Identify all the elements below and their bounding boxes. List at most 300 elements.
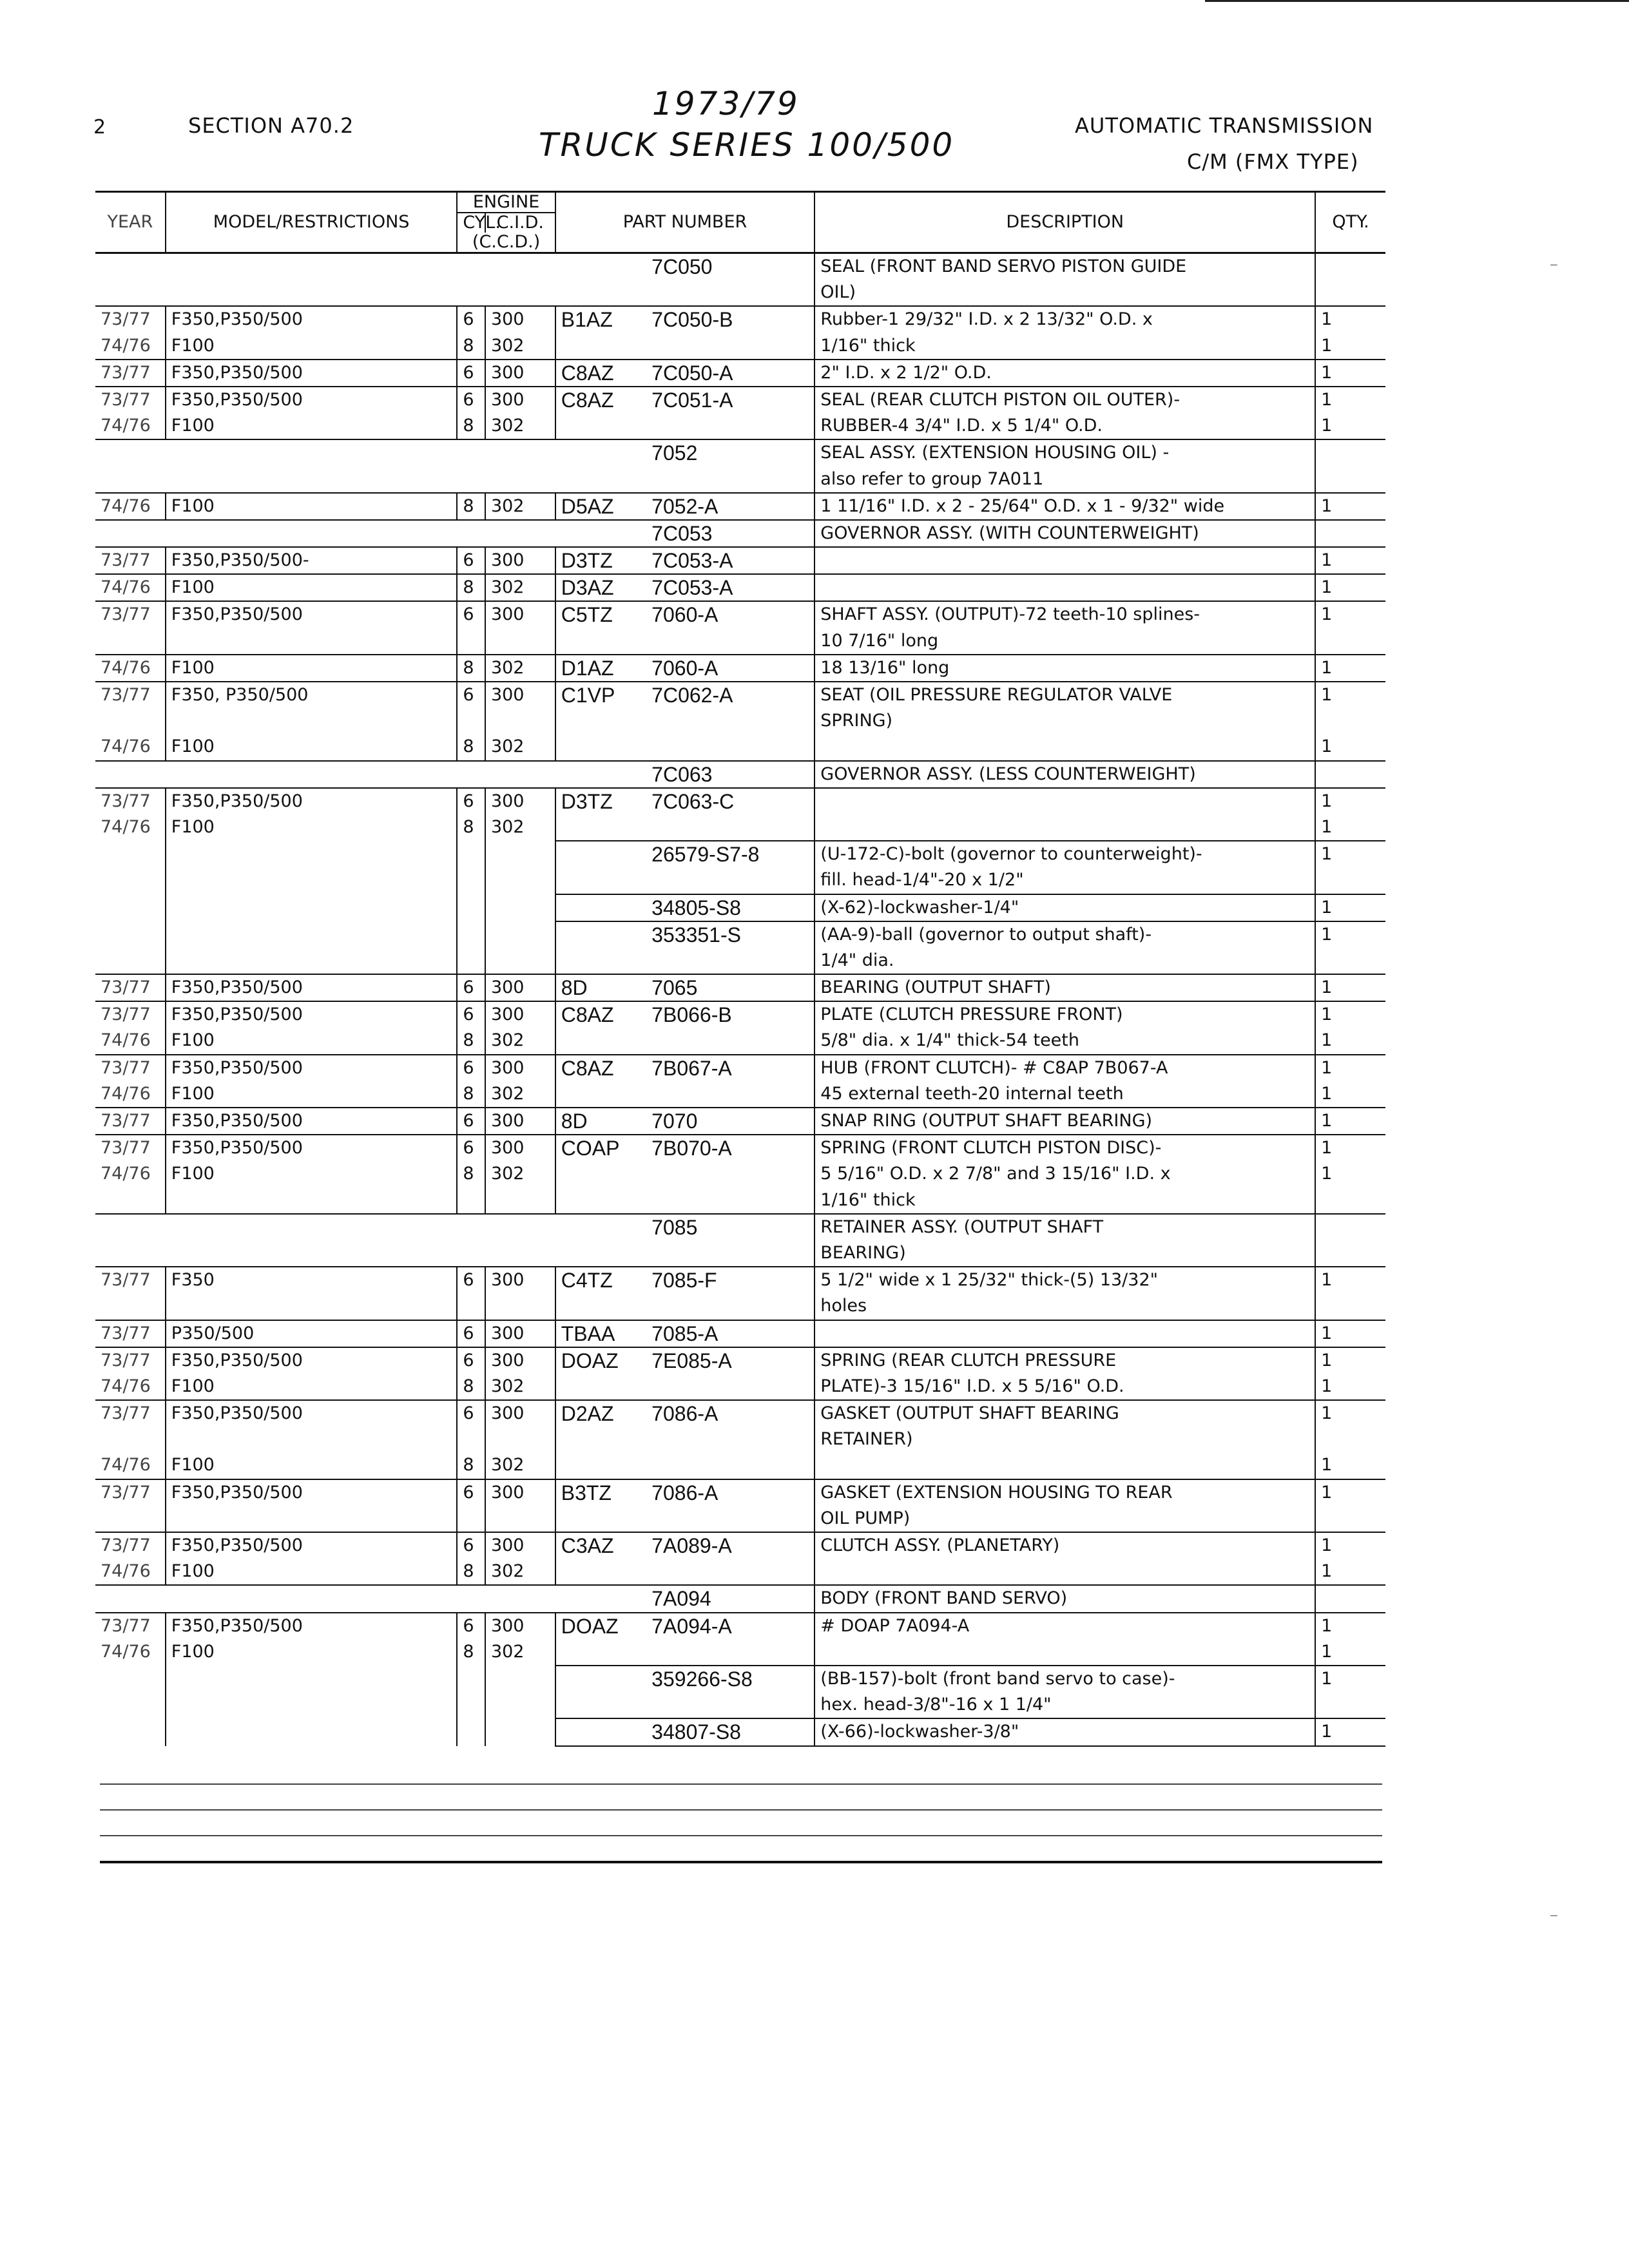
cell-pfx: C8AZ [561, 1003, 614, 1027]
cell-desc: OIL PUMP) [815, 1506, 1315, 1532]
cell-qty: 1 [1315, 1320, 1385, 1347]
cell-qty: 1 [1315, 1028, 1385, 1054]
cell-qty: 1 [1315, 1081, 1385, 1108]
cell-pfx: DOAZ [561, 1349, 619, 1372]
cell-desc [815, 1452, 1315, 1479]
cell-qty: 1 [1321, 1350, 1333, 1370]
cell-model: F100 [166, 333, 458, 360]
cell-qty: 1 [1315, 1374, 1385, 1400]
cell-model [166, 1240, 458, 1267]
cell-num [646, 1081, 815, 1108]
cell-cid: 302 [485, 734, 555, 760]
cell-qty: 1 [1321, 791, 1333, 811]
cell-model [166, 841, 458, 867]
cell-desc: SNAP RING (OUTPUT SHAFT BEARING) [815, 1108, 1315, 1135]
table-row [95, 628, 1385, 655]
cell-num: 7085-A [646, 1320, 815, 1347]
cell-model: F100 [166, 1374, 458, 1400]
cell-year [95, 1240, 166, 1267]
cell-desc: (X-62)-lockwasher-1/4" [815, 894, 1315, 921]
cell-cid: 302 [485, 1161, 555, 1187]
table-row [95, 1161, 1385, 1187]
cell-model: F100 [166, 1452, 458, 1479]
cell-desc: BEARING) [815, 1240, 1315, 1267]
table-row [95, 1639, 1385, 1666]
cell-pfx [555, 1452, 646, 1479]
cell-desc: 1/4" dia. [815, 948, 1315, 974]
cell-year: 73/77 [95, 547, 166, 574]
cell-year [95, 708, 166, 734]
cell-year [95, 1214, 166, 1240]
cell-qty: 1 [1315, 974, 1385, 1001]
cell-cyl [457, 894, 485, 921]
cell-cyl [457, 466, 485, 493]
cell-num [646, 814, 815, 841]
cell-pfx: D1AZ [555, 655, 646, 682]
cell-num: 7C062-A [646, 682, 815, 708]
cell-num [646, 413, 815, 439]
cell-model: F350,P350/500 [166, 974, 458, 1001]
cell-cid: 300 [485, 1055, 555, 1081]
cell-pfx [555, 734, 646, 760]
cell-num: 7A094 [646, 1585, 815, 1612]
cell-cyl: 8 [457, 574, 485, 601]
table-row [95, 1240, 1385, 1267]
cell-num: 7085-F [646, 1267, 815, 1293]
cell-model [166, 761, 458, 788]
cell-pfx: TBAA [555, 1320, 646, 1347]
cell-pfx [555, 921, 646, 948]
table-row [95, 520, 1385, 547]
header-part-spacer [555, 192, 815, 213]
cell-num: 7086-A [646, 1400, 815, 1427]
cell-cid [485, 1293, 555, 1320]
cell-model: F350,P350/500 [166, 360, 458, 387]
cell-qty [1315, 439, 1385, 466]
top-edge-rule [1205, 0, 1629, 2]
cell-qty [1315, 948, 1385, 974]
cell-model: F350,P350/500 [166, 1347, 458, 1374]
cell-pfx [555, 841, 646, 867]
cell-cid: 302 [485, 493, 555, 520]
table-row [95, 574, 1385, 601]
cell-cid: 300 [485, 1400, 555, 1427]
table-row [95, 1559, 1385, 1585]
cell-year: 73/77 [95, 1001, 166, 1028]
cell-cid [485, 1214, 555, 1240]
cell-model [166, 439, 458, 466]
cell-desc: 5 5/16" O.D. x 2 7/8" and 3 15/16" I.D. x [815, 1161, 1315, 1187]
cell-year: 73/77 [95, 1479, 166, 1506]
cell-pfx: D3TZ [561, 789, 613, 813]
cell-cid [485, 948, 555, 974]
cell-cyl: 6 [457, 360, 485, 387]
cell-desc: (X-66)-lockwasher-3/8" [815, 1718, 1315, 1745]
header-model: MODEL/RESTRICTIONS [166, 213, 458, 233]
table-row [95, 1293, 1385, 1320]
table-row [95, 948, 1385, 974]
cell-pfx: C8AZ [561, 1056, 614, 1080]
cell-qty: 1 [1315, 1639, 1385, 1666]
cell-cyl: 6 [457, 306, 485, 332]
cell-desc: OIL) [815, 280, 1315, 306]
table-row [95, 1028, 1385, 1054]
cell-qty: 1 [1321, 1004, 1333, 1025]
table-row [95, 1214, 1385, 1240]
cell-model: F350,P350/500 [166, 1108, 458, 1135]
cell-model: F100 [166, 1161, 458, 1187]
cell-cid: 300 [485, 1347, 555, 1374]
ruled-line [100, 1783, 1382, 1785]
cell-qty: 1 [1321, 1535, 1333, 1555]
cell-cid [485, 1666, 555, 1692]
table-row [95, 841, 1385, 867]
cell-model [166, 253, 458, 280]
table-row [95, 1613, 1385, 1639]
cell-qty: 1 [1315, 814, 1385, 841]
cell-model [166, 1214, 458, 1240]
cell-num [646, 1028, 815, 1054]
cell-num: 359266-S8 [646, 1666, 815, 1692]
cell-cid: 300 [485, 1320, 555, 1347]
cell-desc: 1/16" thick [815, 333, 1315, 360]
cell-year: 73/77 [95, 1055, 166, 1081]
cell-qty [1315, 708, 1385, 734]
cell-model: F100 [166, 814, 458, 841]
cell-cid: 302 [485, 1452, 555, 1479]
cell-cid [485, 1187, 555, 1214]
cell-qty: 1 [1321, 924, 1333, 945]
table-row [95, 1108, 1385, 1135]
cell-pfx [555, 1293, 646, 1320]
cell-desc: GOVERNOR ASSY. (LESS COUNTERWEIGHT) [815, 761, 1315, 788]
cell-pfx: D3TZ [555, 547, 646, 574]
table-row [95, 788, 1385, 814]
cell-desc: RETAINER) [815, 1427, 1315, 1452]
table-row [95, 1267, 1385, 1293]
cell-cyl: 6 [457, 1135, 485, 1161]
cell-desc: # DOAP 7A094-A [815, 1613, 1315, 1639]
cell-cid [485, 253, 555, 280]
cell-year: 73/77 [95, 1400, 166, 1427]
cell-model [166, 1585, 458, 1612]
cell-model: F350,P350/500 [166, 1479, 458, 1506]
cell-model [166, 1427, 458, 1452]
cell-pfx [555, 1506, 646, 1532]
cell-cid: 302 [485, 655, 555, 682]
cell-cyl [457, 761, 485, 788]
cell-cid [485, 1506, 555, 1532]
cell-year: 74/76 [95, 655, 166, 682]
cell-num [646, 1161, 815, 1187]
ruled-line [100, 1809, 1382, 1811]
cell-model: F100 [166, 1639, 458, 1666]
cell-pfx [555, 1427, 646, 1452]
cell-pfx [555, 761, 646, 788]
header-model-spacer [166, 192, 458, 213]
cell-num [646, 1506, 815, 1532]
cell-cid: 302 [485, 814, 555, 841]
cell-model [166, 466, 458, 493]
table-row [95, 1452, 1385, 1479]
table-row [95, 894, 1385, 921]
header-desc-spacer [815, 192, 1315, 213]
cell-num: 7C053-A [646, 574, 815, 601]
cell-desc: 2" I.D. x 2 1/2" O.D. [815, 360, 1315, 387]
cell-qty: 1 [1321, 1138, 1333, 1158]
cell-cid [485, 1585, 555, 1612]
cell-desc: PLATE)-3 15/16" I.D. x 5 5/16" O.D. [815, 1374, 1315, 1400]
cell-pfx [555, 814, 646, 841]
cell-num [646, 1293, 815, 1320]
cell-num: 7C050-A [646, 360, 815, 387]
cell-pfx [555, 1161, 646, 1187]
table-row [95, 1187, 1385, 1214]
cell-cyl [457, 1427, 485, 1452]
cell-desc: CLUTCH ASSY. (PLANETARY) [815, 1532, 1315, 1559]
cell-pfx: B1AZ [561, 308, 613, 332]
cell-qty: 1 [1321, 685, 1333, 705]
cell-cid: 300 [485, 601, 555, 628]
cell-pfx [555, 628, 646, 655]
cell-num [646, 1559, 815, 1585]
cell-model: F350,P350/500- [166, 547, 458, 574]
cell-model [166, 1506, 458, 1532]
cell-cyl [457, 1666, 485, 1692]
cell-desc: HUB (FRONT CLUTCH)- # C8AP 7B067-A [815, 1055, 1315, 1081]
cell-cyl: 8 [457, 814, 485, 841]
cell-cid [485, 1427, 555, 1452]
cell-cyl: 6 [457, 601, 485, 628]
cell-desc: BODY (FRONT BAND SERVO) [815, 1585, 1315, 1612]
cell-year: 73/77 [95, 974, 166, 1001]
cell-qty [1315, 466, 1385, 493]
cell-year [95, 1427, 166, 1452]
cell-model: F350,P350/500 [166, 1135, 458, 1161]
table-row [95, 280, 1385, 306]
cell-num: 7B066-B [646, 1001, 815, 1028]
cell-num: 7C050 [646, 253, 815, 280]
cell-pfx: B3TZ [561, 1481, 612, 1504]
cell-num [646, 1692, 815, 1718]
cell-num: 34807-S8 [646, 1718, 815, 1745]
cell-cyl [457, 280, 485, 306]
table-row [95, 1666, 1385, 1692]
cell-desc [815, 1559, 1315, 1585]
cell-year: 73/77 [95, 1108, 166, 1135]
cell-qty: 1 [1321, 1668, 1333, 1689]
blank-ruled-lines [100, 1783, 1382, 1888]
cell-cyl [457, 1506, 485, 1532]
table-row [95, 601, 1385, 628]
cell-desc: (AA-9)-ball (governor to output shaft)- [815, 921, 1315, 948]
cell-cid: 300 [485, 682, 555, 708]
cell-desc [815, 1320, 1315, 1347]
header-year-spacer [95, 192, 166, 213]
cell-pfx: 8D [555, 1108, 646, 1135]
cell-num: 7B067-A [646, 1055, 815, 1081]
cell-pfx [555, 894, 646, 921]
cell-num: 7070 [646, 1108, 815, 1135]
cell-qty: 1 [1315, 574, 1385, 601]
cell-desc: 45 external teeth-20 internal teeth [815, 1081, 1315, 1108]
cell-desc: GASKET (EXTENSION HOUSING TO REAR [815, 1479, 1315, 1506]
cell-qty [1315, 1585, 1385, 1612]
table-row [95, 1135, 1385, 1161]
cell-cyl [457, 1214, 485, 1240]
cell-desc: SHAFT ASSY. (OUTPUT)-72 teeth-10 splines- [815, 601, 1315, 628]
cell-qty: 1 [1321, 1482, 1333, 1503]
cell-cid [485, 921, 555, 948]
cell-model: F350,P350/500 [166, 1400, 458, 1427]
cell-cid: 302 [485, 1559, 555, 1585]
cell-desc: GOVERNOR ASSY. (WITH COUNTERWEIGHT) [815, 520, 1315, 547]
table-row [95, 1532, 1385, 1559]
cell-num [646, 1452, 815, 1479]
cell-model [166, 520, 458, 547]
cell-qty [1315, 761, 1385, 788]
table-row [95, 734, 1385, 760]
cell-cyl: 6 [457, 682, 485, 708]
cell-num [646, 708, 815, 734]
cell-cid: 300 [485, 306, 555, 332]
cell-model [166, 948, 458, 974]
cell-pfx [555, 1718, 646, 1745]
cell-num: 7A094-A [646, 1613, 815, 1639]
cell-qty: 1 [1315, 734, 1385, 760]
cell-num: 7C063-C [646, 788, 815, 814]
cell-desc: SPRING (REAR CLUTCH PRESSURE [815, 1347, 1315, 1374]
cell-year: 74/76 [95, 1081, 166, 1108]
cell-num [646, 1240, 815, 1267]
cell-year: 73/77 [95, 360, 166, 387]
cell-num: 7065 [646, 974, 815, 1001]
cell-num [646, 1427, 815, 1452]
cell-cyl: 8 [457, 1374, 485, 1400]
cell-desc: RETAINER ASSY. (OUTPUT SHAFT [815, 1214, 1315, 1240]
cell-cyl: 6 [457, 1267, 485, 1293]
cell-pfx [555, 708, 646, 734]
cell-year: 74/76 [95, 1161, 166, 1187]
cell-cid [485, 439, 555, 466]
cell-cyl [457, 1293, 485, 1320]
cell-pfx [555, 1559, 646, 1585]
header-ccd: (C.C.D.) [457, 233, 555, 253]
table-row [95, 466, 1385, 493]
cell-model: F100 [166, 574, 458, 601]
cell-desc: PLATE (CLUTCH PRESSURE FRONT) [815, 1001, 1315, 1028]
cell-cyl [457, 708, 485, 734]
cell-year: 74/76 [95, 1028, 166, 1054]
cell-cyl: 6 [457, 1001, 485, 1028]
cell-model [166, 867, 458, 894]
cell-model: F350,P350/500 [166, 1532, 458, 1559]
cell-pfx [555, 1028, 646, 1054]
cell-year: 73/77 [95, 1320, 166, 1347]
cell-qty: 1 [1321, 1164, 1333, 1184]
cell-qty: 1 [1315, 547, 1385, 574]
cell-cyl: 6 [457, 1320, 485, 1347]
cell-year [95, 894, 166, 921]
cell-desc: 1/16" thick [815, 1187, 1315, 1214]
table-row [95, 655, 1385, 682]
cell-desc: (BB-157)-bolt (front band servo to case)- [815, 1666, 1315, 1692]
cell-pfx [555, 466, 646, 493]
header-cid: C.I.D. [485, 213, 555, 233]
cell-year: 73/77 [95, 1613, 166, 1639]
cell-cyl [457, 628, 485, 655]
cell-year [95, 1506, 166, 1532]
cell-cid: 300 [485, 788, 555, 814]
cell-pfx: C4TZ [561, 1269, 613, 1293]
cell-model: F350, P350/500 [166, 682, 458, 708]
cell-model [166, 628, 458, 655]
cell-desc: fill. head-1/4"-20 x 1/2" [815, 867, 1315, 894]
cell-qty: 1 [1315, 1559, 1385, 1585]
table-row [95, 360, 1385, 387]
cell-cid: 300 [485, 1532, 555, 1559]
transmission-type: C/M (FMX TYPE) [1187, 149, 1359, 174]
cell-qty [1315, 1506, 1385, 1532]
cell-pfx: D5AZ [555, 493, 646, 520]
cell-model [166, 921, 458, 948]
cell-year [95, 1666, 166, 1692]
cell-model: F350,P350/500 [166, 387, 458, 413]
header-part-foot [555, 233, 815, 253]
cell-qty [1315, 520, 1385, 547]
cell-qty: 1 [1321, 309, 1333, 330]
cell-qty [1315, 280, 1385, 306]
cell-pfx [555, 1666, 646, 1692]
cell-cyl: 6 [457, 788, 485, 814]
cell-year [95, 867, 166, 894]
cell-qty [1315, 1293, 1385, 1320]
cell-cid: 302 [485, 574, 555, 601]
cell-cyl: 6 [457, 1479, 485, 1506]
cell-cyl: 6 [457, 1055, 485, 1081]
cell-desc [815, 788, 1315, 814]
cell-cid [485, 867, 555, 894]
cell-model [166, 1666, 458, 1692]
table-row [95, 253, 1385, 280]
cell-pfx [555, 520, 646, 547]
cell-year [95, 628, 166, 655]
cell-cyl: 8 [457, 1081, 485, 1108]
cell-cyl [457, 253, 485, 280]
cell-qty [1315, 1427, 1385, 1452]
cell-cid [485, 708, 555, 734]
cell-num: 7052-A [646, 493, 815, 520]
cell-cyl [457, 948, 485, 974]
cell-model: F100 [166, 413, 458, 439]
cell-num: 26579-S7-8 [646, 841, 815, 867]
table-row [95, 1400, 1385, 1427]
cell-model [166, 708, 458, 734]
cell-num: 7B070-A [646, 1135, 815, 1161]
cell-model: F350,P350/500 [166, 1613, 458, 1639]
cell-desc: 5 1/2" wide x 1 25/32" thick-(5) 13/32" [815, 1267, 1315, 1293]
cell-cid: 302 [485, 333, 555, 360]
cell-qty [1315, 1240, 1385, 1267]
table-row [95, 867, 1385, 894]
cell-qty: 1 [1321, 1615, 1333, 1636]
cell-year [95, 280, 166, 306]
cell-num: 353351-S [646, 921, 815, 948]
cell-pfx [555, 1214, 646, 1240]
cell-model [166, 1692, 458, 1718]
cell-cyl: 6 [457, 387, 485, 413]
cell-model: F350,P350/500 [166, 306, 458, 332]
